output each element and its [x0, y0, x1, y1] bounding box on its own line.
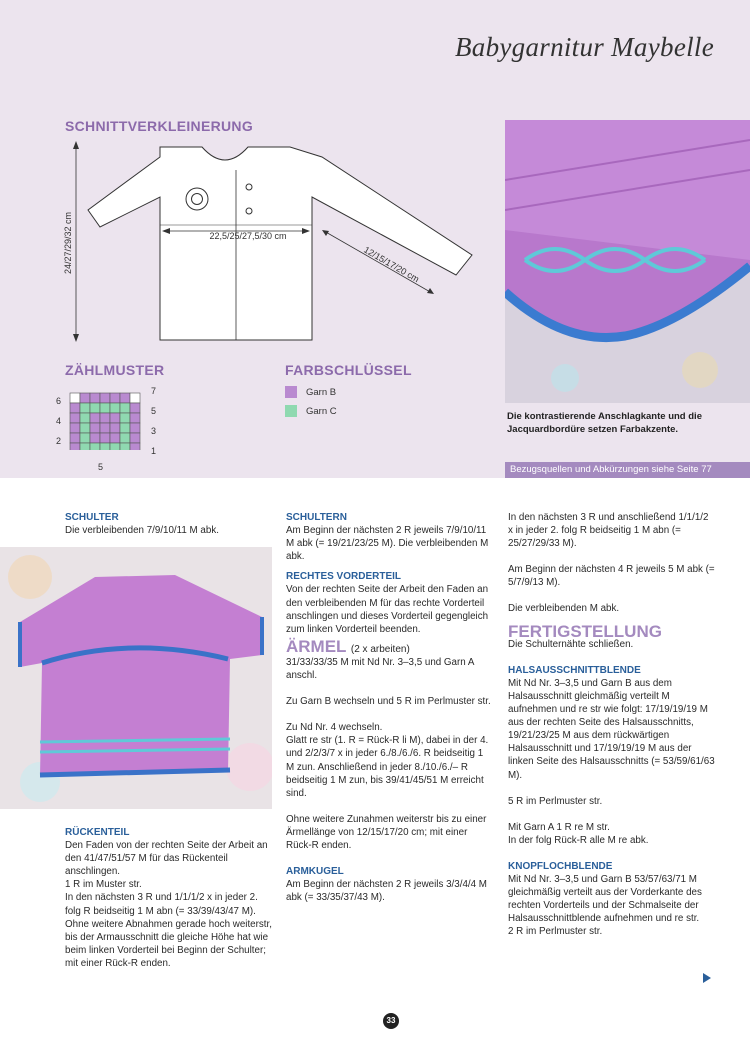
farbschluessel-heading: FARBSCHLÜSSEL: [285, 362, 412, 378]
armkugel-text: Am Beginn der nächsten 2 R jeweils 3/3/4/4 M abk (= 33/35/37/43 M).: [286, 879, 487, 904]
height-arrow-top: [73, 141, 79, 149]
knopf-p2: 2 R im Perlmuster str.: [508, 926, 603, 938]
rueckenteil-heading: RÜCKENTEIL: [65, 827, 130, 838]
column-1-bottom: [65, 826, 273, 970]
chart-cell: [130, 413, 140, 423]
width-label: 22,5/25/27,5/30 cm: [209, 231, 287, 241]
chart-cell: [120, 413, 130, 423]
chart-cell: [110, 393, 120, 403]
armkugel-heading: ARMKUGEL: [286, 866, 344, 878]
chart-cell: [90, 413, 100, 423]
chart-cell: [90, 443, 100, 450]
rueckenteil-p3: In den nächsten 3 R und 1/1/1/2 x in jeder 2. folg R beidseitig 1 M abn (= 33/39/43/47 M). Ohne weitere Abnahmen gerade hoch weiterstr, bis der Armausschnitt die gleiche Höhe hat wie beim linken Vorderteil bei Beginn der Schulter; mit einer Rück-R enden.: [65, 892, 272, 969]
chart-cell: [130, 433, 140, 443]
chart-cell: [120, 443, 130, 450]
halsausschnittblende-heading: HALSAUSSCHNITTBLENDE: [508, 664, 641, 676]
chart-row-label-6: 6: [56, 396, 62, 406]
chart-cell: [80, 403, 90, 413]
motif-inner-circle: [192, 194, 203, 205]
rueckenteil-p1: Den Faden von der rechten Seite der Arbeit an den 41/47/51/57 M für das Rückenteil anschlingen.: [65, 840, 268, 878]
aermel-p3: Zu Nd Nr. 4 wechseln.: [286, 722, 383, 734]
chart-cell: [80, 393, 90, 403]
garment-outline: [88, 147, 472, 340]
page-title: Babygarnitur Maybelle: [455, 32, 714, 62]
chart-cell: [70, 403, 80, 413]
chart-cell: [110, 423, 120, 433]
baby-jacket-image: [0, 547, 272, 809]
reference-bar: [505, 462, 750, 478]
swatch-garn-c: [285, 405, 297, 417]
chart-cell: [80, 433, 90, 443]
chart-cell: [130, 443, 140, 450]
chart-cell: [120, 393, 130, 403]
chart-cell: [100, 413, 110, 423]
hals-p4: In der folg Rück-R alle M re abk.: [508, 834, 649, 846]
chart-cell: [130, 403, 140, 413]
rechtes-vorderteil-text: Von der rechten Seite der Arbeit den Faden an den verbleibenden M für das rechte Vorderteil anschlingen und dieses Vorderteil gegengleich zum linken Vorderteil beenden.: [286, 584, 489, 635]
chart-cell: [70, 443, 80, 450]
button-bottom: [246, 208, 252, 214]
chart-col-label-5: 5: [98, 462, 104, 472]
chart-cell: [110, 433, 120, 443]
chart-cell: [80, 443, 90, 450]
aermel-p5: Ohne weitere Zunahmen weiterstr bis zu einer Ärmellänge von 12/15/17/20 cm; mit einer Rück-R enden.: [286, 813, 487, 851]
chart-row-label-7: 7: [151, 386, 157, 396]
chart-cell: [80, 413, 90, 423]
aermel-subtitle: (2 x arbeiten): [350, 643, 410, 655]
chart-cell: [120, 433, 130, 443]
chart-cell: [130, 393, 140, 403]
photo-caption: Die kontrastierende Anschlagkante und die Jacquardbordüre setzen Farbakzente.: [507, 411, 702, 435]
chart-cell: [110, 403, 120, 413]
hals-p2: 5 R im Perlmuster str.: [508, 795, 603, 807]
fertigstellung-heading: FERTIGSTELLUNG: [508, 621, 662, 641]
chart-cell: [90, 423, 100, 433]
reference-text: Bezugsquellen und Abkürzungen siehe Seite 77: [510, 464, 712, 475]
legend-garn-b: Garn B: [306, 387, 337, 398]
chart-cell: [120, 423, 130, 433]
chart-cell: [100, 423, 110, 433]
schulter-text: Die verbleibenden 7/9/10/11 M abk.: [65, 525, 219, 537]
chart-row-label-2: 2: [56, 436, 62, 446]
chart-cell: [90, 433, 100, 443]
aermel-heading: [286, 636, 494, 656]
height-label: 24/27/29/32 cm: [63, 211, 73, 275]
chart-cell: [100, 393, 110, 403]
chart-cell: [70, 433, 80, 443]
chart-row-label-5: 5: [151, 406, 157, 416]
rueckenteil-p2: 1 R im Muster str.: [65, 879, 142, 891]
stitch-chart: [67, 392, 145, 450]
chart-cell: [70, 413, 80, 423]
chart-row-label-4: 4: [56, 416, 62, 426]
aermel-p2: Zu Garn B wechseln und 5 R im Perlmuster str.: [286, 696, 491, 708]
chart-row-label-1: 1: [151, 446, 157, 456]
hals-p1: Mit Nd Nr. 3–3,5 und Garn B aus dem Halsausschnitt gleichmäßig verteilt M aufnehmen und re str wie folgt: 17/19/19/19 M aus der rechten Seite des Halsausschnitts, 19/21/23/25 M aus dem rückwärtigen Halsausschnitt und 17/19/19/19 M aus der linken Seite des Halsausschnitts (= 53/59/61/63 M).: [508, 677, 715, 781]
chart-cell: [70, 393, 80, 403]
chart-cell: [130, 423, 140, 433]
col3-p3: Die verbleibenden M abk.: [508, 603, 620, 615]
garment-schematic: [60, 135, 480, 350]
schulter-heading: SCHULTER: [65, 512, 119, 523]
column-2: [286, 511, 494, 904]
page-number: 33: [383, 1013, 399, 1029]
schultern-heading: SCHULTERN: [286, 512, 347, 523]
chart-cell: [80, 423, 90, 433]
schnitt-heading: SCHNITTVERKLEINERUNG: [65, 118, 254, 134]
chart-cell: [110, 443, 120, 450]
aermel-title: ÄRMEL: [286, 636, 347, 656]
knopflochblende-heading: KNOPFLOCHBLENDE: [508, 860, 613, 872]
photo-baby-jacket: [0, 547, 272, 809]
height-arrow-bottom: [73, 334, 79, 342]
col3-p1: In den nächsten 3 R und anschließend 1/1/1/2 x in jeder 2. folg R beidseitig 1 M abn (= 25/27/29/33 M).: [508, 512, 709, 550]
zaehlmuster-heading: ZÄHLMUSTER: [65, 362, 165, 378]
hals-p3: Mit Garn A 1 R re M str.: [508, 821, 610, 833]
chart-cell: [100, 443, 110, 450]
chart-cell: [110, 413, 120, 423]
column-1-top: [65, 511, 273, 537]
chart-cell: [70, 423, 80, 433]
fertigstellung-text: Die Schulternähte schließen.: [508, 638, 634, 650]
rechtes-vorderteil-heading: RECHTES VORDERTEIL: [286, 571, 402, 583]
aermel-p1: 31/33/33/35 M mit Nd Nr. 3–3,5 und Garn A anschl.: [286, 656, 474, 682]
photo-knit-detail: [505, 120, 750, 403]
chart-row-label-3: 3: [151, 426, 157, 436]
knopf-p1: Mit Nd Nr. 3–3,5 und Garn B 53/57/63/71 M gleichmäßig verteilt aus der Vorderkante des rechten Vorderteils und der Schmalseite der Halsausschnittblende aufnehmen und re str.: [508, 873, 702, 925]
knit-detail-image: [505, 120, 750, 403]
chart-cell: [120, 403, 130, 413]
chart-cell: [90, 393, 100, 403]
sleeve-label: 12/15/17/20 cm: [362, 244, 421, 285]
button-top: [246, 184, 252, 190]
chart-cell: [90, 403, 100, 413]
column-3: [508, 511, 716, 938]
schultern-text: Am Beginn der nächsten 2 R jeweils 7/9/10/11 M abk (= 19/21/23/25 M). Die verbleibenden M abk.: [286, 525, 489, 563]
aermel-p4: Glatt re str (1. R = Rück-R li M), dabei in der 4. und 2/2/3/7 x in jeder 6./8./6./6. R beidseitig 1 M zun. Anschließend in jeder 8./10./6./– R beidseitig 1 M zun, bis 39/41/45/51 M erreicht sind.: [286, 735, 489, 799]
continue-arrow-icon: [703, 973, 711, 983]
col3-p2: Am Beginn der nächsten 4 R jeweils 5 M abk (= 5/7/9/13 M).: [508, 564, 715, 589]
legend-garn-c: Garn C: [306, 406, 337, 417]
swatch-garn-b: [285, 386, 297, 398]
chart-cell: [100, 403, 110, 413]
chart-cell: [100, 433, 110, 443]
